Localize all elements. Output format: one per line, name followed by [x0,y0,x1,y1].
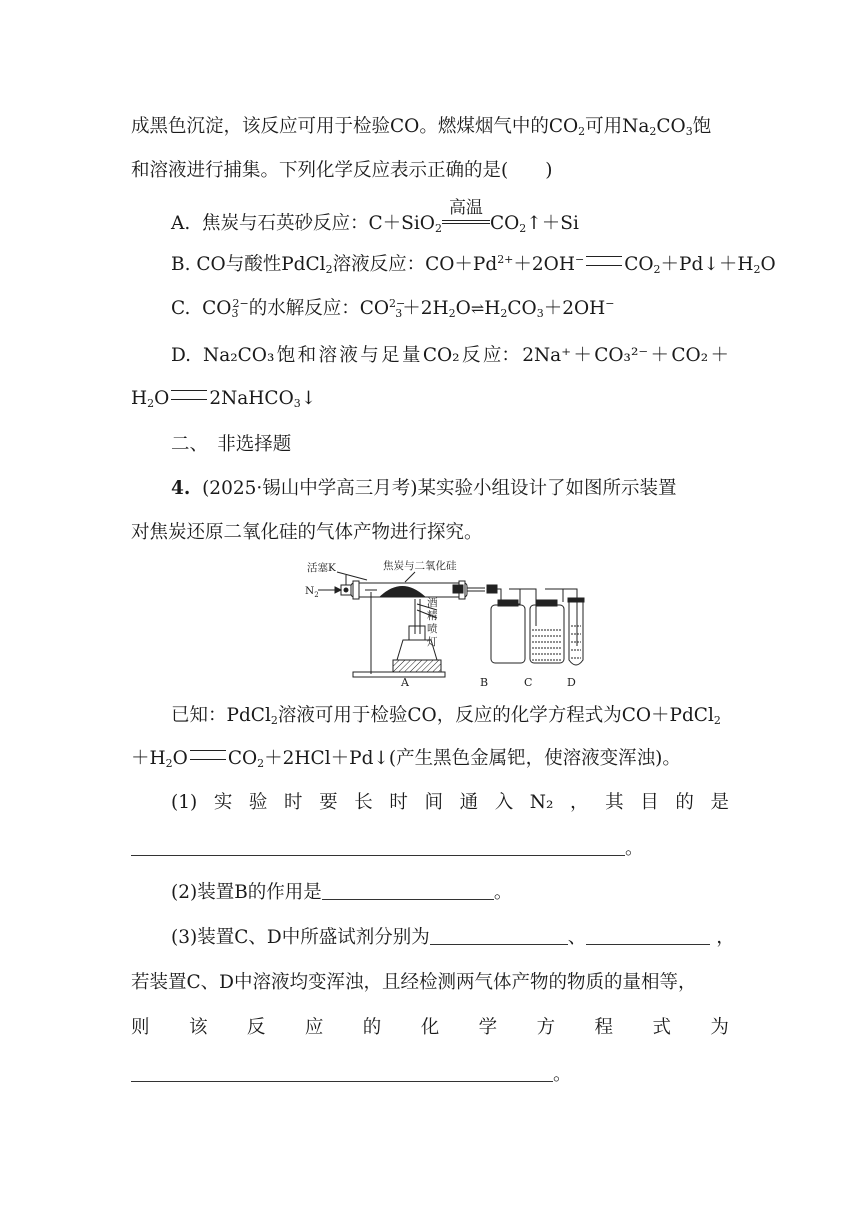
lamp-body [409,626,425,640]
known-line-1: 已知：PdCl$_2$溶液可用于检验CO，反应的化学方程式为CO＋PdCl$_2$ [171,705,721,727]
arrow-head [335,587,341,593]
q3-equation-blank[interactable] [131,1063,553,1082]
question-4-line-1: 4. (2025·锡山中学高三月考)某实验小组设计了如图所示装置 [171,478,677,499]
q1-answer-blank[interactable] [131,837,625,856]
equals-sign [171,390,207,400]
label-lamp-1: 酒 [427,597,438,609]
label-stopcock: 活塞K [307,562,336,574]
question-4-line-2: 对焦炭还原二氧化硅的气体产物进行探究。 [131,522,483,543]
stand-base [353,672,445,677]
option-b[interactable]: B. CO与酸性PdCl$_2$溶液反应：$CO+Pd^{2+}+2OH^-$ $CO_2+Pd↓+H_2O$ [171,253,776,276]
lamp-block [393,660,441,672]
q3-line-2: 若装置C、D中溶液均变浑浊，且经检测两气体产物的物质的量相等， [131,972,697,993]
q1-line-1: (1) 实 验 时 要 长 时 间 通 入 N₂ ， 其 目 的 是 [171,792,729,813]
option-d-line-1: Na₂CO₃ 饱 和 溶 液 与 足 量 CO₂ 反 应： 2Na⁺ ＋ CO₃²⁻ ＋ CO₂ ＋ [203,345,729,366]
option-d[interactable]: D. [171,345,192,366]
q3-answer-blank-d[interactable] [586,926,710,945]
label-lamp-2: 精 [427,610,438,622]
q3-line-1: (3)装置C、D中所盛试剂分别为 、 ， [171,927,735,948]
equals-sign [190,750,226,760]
label-a: A [401,676,409,688]
intro-line-2: 和溶液进行捕集。下列化学反应表示正确的是( ) [131,160,553,181]
option-c[interactable]: C. $CO_3^{2-}$的水解反应：$CO^{2-}_3+2H_2O\rightleftharpoons H_2CO_3+2OH^-$ [171,297,615,320]
option-d-line-2: $H_2O$ 2NaHCO$_3$↓ [131,388,317,410]
equals-sign [586,256,622,266]
option-a[interactable]: A. 焦炭与石英砂反应：C＋SiO$_2$ 高温 $CO_2↑+Si$ [171,198,579,235]
label-b: B [480,676,489,688]
condition-high-temp: 高温 [442,209,490,231]
q2-line: (2)装置B的作用是 。 [171,882,513,903]
section-heading: 二、 非选择题 [171,434,292,455]
intro-line-1: 成黑色沉淀，该反应可用于检验CO。燃煤烟气中的$CO_2$可用$Na_2CO_3$饱 [131,116,712,138]
label-d: D [567,676,576,688]
reactant-pile [380,587,425,598]
label-c: C [524,676,533,688]
label-reactants: 焦炭与二氧化硅 [383,560,457,572]
bottle-b [491,605,525,663]
label-n2: $N_2$ [305,585,319,599]
q3-line-4: 。 [131,1062,572,1088]
reversible-arrow: ⇌ [470,299,485,318]
apparatus-figure [305,556,605,688]
q2-answer-blank[interactable] [322,881,494,900]
q3-line-3: 则 该 反 应 的 化 学 方 程 式 为 [131,1017,729,1038]
known-line-2: $+H_2O$ $CO_2+2HCl+Pd↓$(产生黑色金属钯，使溶液变浑浊)。 [131,748,681,770]
q1-line-2: 。 [131,836,644,862]
label-lamp-3: 喷 [427,623,438,635]
label-lamp-4: 灯 [427,636,438,648]
q3-answer-blank-c[interactable] [430,926,568,945]
